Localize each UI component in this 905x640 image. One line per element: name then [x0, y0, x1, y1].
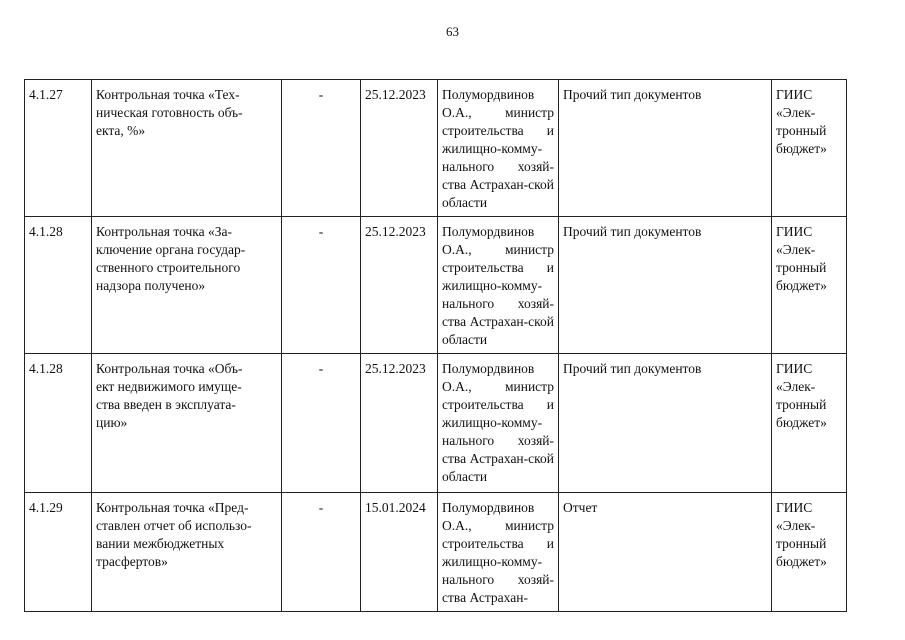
control-point-name: Контрольная точка «Тех- ническая готовность объ- екта, %»: [92, 80, 282, 217]
document-type: Отчет: [559, 493, 772, 612]
base-value: -: [282, 493, 361, 612]
row-number: 4.1.27: [25, 80, 92, 217]
row-number: 4.1.28: [25, 354, 92, 493]
document-type: Прочий тип документов: [559, 80, 772, 217]
table-row: [25, 493, 847, 612]
info-system: ГИИС «Элек- тронный бюджет»: [772, 493, 847, 612]
table-row: [25, 354, 847, 493]
control-point-name: Контрольная точка «Пред- ставлен отчет об использо- вании межбюджетных трасфертов»: [92, 493, 282, 612]
responsible-person: Полумордвинов О.А., министр строительства и жилищно-комму-нального хозяй-ства Астрахан-ской области: [438, 80, 559, 217]
row-number: 4.1.28: [25, 217, 92, 354]
control-point-name: Контрольная точка «Объ- ект недвижимого имуще- ства введен в эксплуата- цию»: [92, 354, 282, 493]
row-number: 4.1.29: [25, 493, 92, 612]
control-points-table: [24, 79, 847, 612]
table-row: [25, 80, 847, 217]
page-number: 63: [446, 24, 459, 39]
responsible-person: Полумордвинов О.А., министр строительства и жилищно-комму-нального хозяй-ства Астрахан-ской области: [438, 354, 559, 493]
responsible-person: Полумордвинов О.А., министр строительства и жилищно-комму-нального хозяй-ства Астрахан-ской области: [438, 217, 559, 354]
document-type: Прочий тип документов: [559, 217, 772, 354]
due-date: 25.12.2023: [361, 217, 438, 354]
responsible-person: Полумордвинов О.А., министр строительства и жилищно-комму-нального хозяй-ства Астрахан-: [438, 493, 559, 612]
due-date: 25.12.2023: [361, 80, 438, 217]
base-value: -: [282, 80, 361, 217]
table-row: [25, 217, 847, 354]
control-point-name: Контрольная точка «За- ключение органа государ- ственного строительного надзора получено»: [92, 217, 282, 354]
info-system: ГИИС «Элек- тронный бюджет»: [772, 80, 847, 217]
info-system: ГИИС «Элек- тронный бюджет»: [772, 354, 847, 493]
due-date: 25.12.2023: [361, 354, 438, 493]
info-system: ГИИС «Элек- тронный бюджет»: [772, 217, 847, 354]
document-type: Прочий тип документов: [559, 354, 772, 493]
due-date: 15.01.2024: [361, 493, 438, 612]
base-value: -: [282, 354, 361, 493]
base-value: -: [282, 217, 361, 354]
